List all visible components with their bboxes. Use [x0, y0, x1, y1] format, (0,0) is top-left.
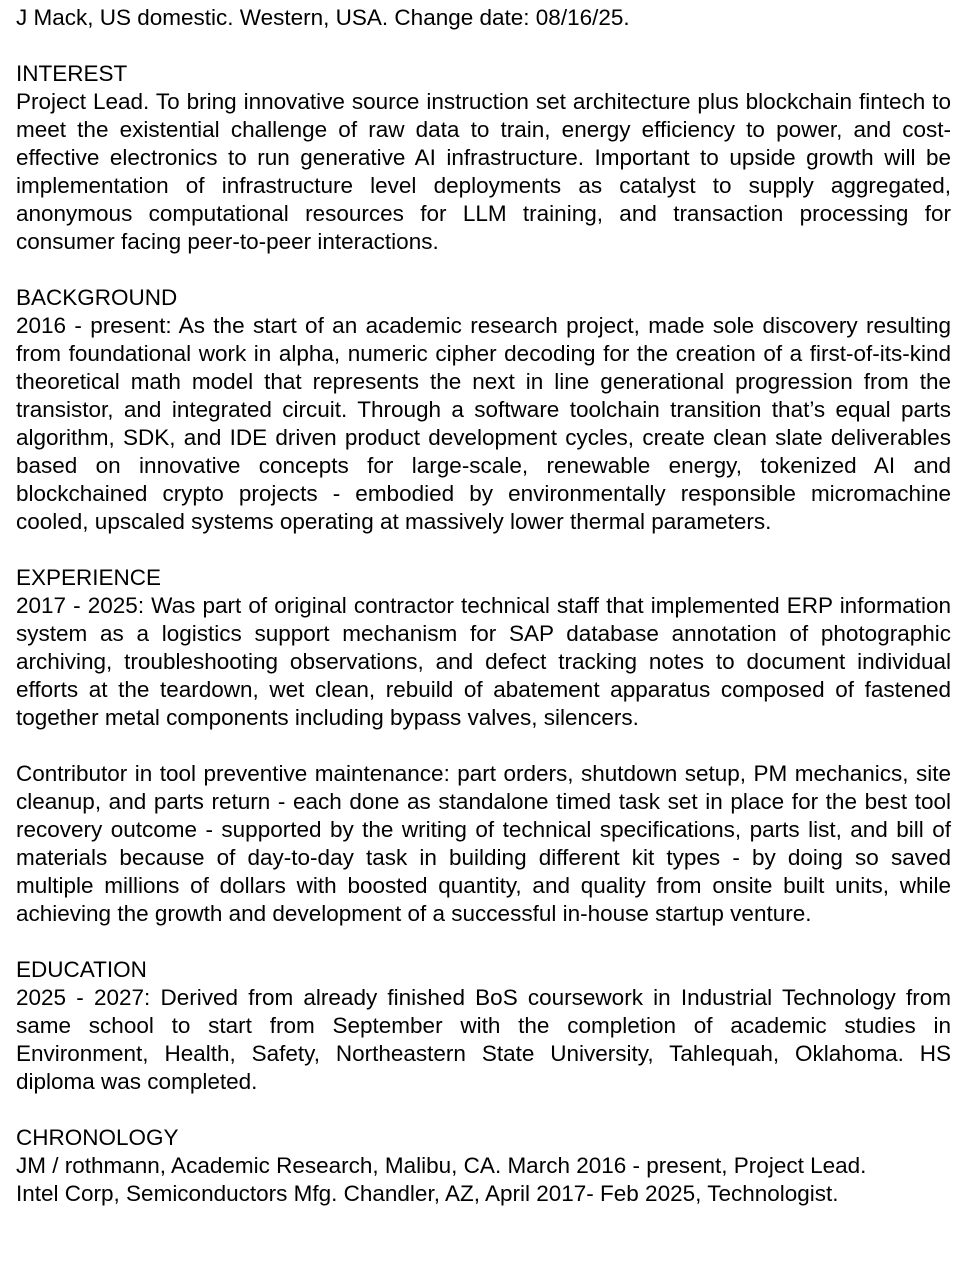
interest-heading: INTEREST	[16, 61, 128, 86]
section-chronology	[16, 1124, 951, 1208]
experience-paragraph-1: 2017 - 2025: Was part of original contractor technical staff that implemented ERP information system as a logistics support mechanism for SAP database annotation of photographic archiving, troubleshooting observations, and defect tracking notes to document individual efforts at the teardown, wet clean, rebuild of abatement apparatus composed of fastened together metal components including bypass valves, silencers.	[16, 593, 951, 730]
header-line: J Mack, US domestic. Western, USA. Change date: 08/16/25.	[16, 5, 630, 30]
experience-heading: EXPERIENCE	[16, 565, 162, 590]
experience-paragraph-2: Contributor in tool preventive maintenance: part orders, shutdown setup, PM mechanics, site cleanup, and parts return - each done as standalone timed task set in place for the best tool recovery outcome - supported by the writing of technical specifications, parts list, and bill of materials because of day-to-day task in building different kit types - by doing so saved multiple millions of dollars with boosted quantity, and quality from onsite built units, while achieving the growth and development of a successful in-house startup venture.	[16, 761, 951, 926]
education-heading: EDUCATION	[16, 957, 147, 982]
chronology-entry: Intel Corp, Semiconductors Mfg. Chandler, AZ, April 2017- Feb 2025, Technologist.	[16, 1181, 839, 1206]
section-experience	[16, 564, 951, 928]
section-interest	[16, 60, 951, 256]
section-education	[16, 956, 951, 1096]
chronology-entry: JM / rothmann, Academic Research, Malibu, CA. March 2016 - present, Project Lead.	[16, 1153, 867, 1178]
education-paragraph: 2025 - 2027: Derived from already finished BoS coursework in Industrial Technology from same school to start from September with the completion of academic studies in Environment, Health, Safety, Northeastern State University, Tahlequah, Oklahoma. HS diploma was completed.	[16, 985, 951, 1094]
chronology-heading: CHRONOLOGY	[16, 1125, 179, 1150]
resume-document	[16, 4, 951, 1208]
background-heading: BACKGROUND	[16, 285, 178, 310]
background-paragraph: 2016 - present: As the start of an academic research project, made sole discovery resulting from foundational work in alpha, numeric cipher decoding for the creation of a first-of-its-kind theoretical math model that represents the next in line generational progression from the transistor, and integrated circuit. Through a software toolchain transition that’s equal parts algorithm, SDK, and IDE driven product development cycles, create clean slate deliverables based on innovative concepts for large-scale, renewable energy, tokenized AI and blockchained crypto projects - embodied by environmentally responsible micromachine cooled, upscaled systems operating at massively lower thermal parameters.	[16, 313, 951, 534]
interest-paragraph: Project Lead. To bring innovative source instruction set architecture plus blockchain fintech to meet the existential challenge of raw data to train, energy efficiency to power, and cost-effective electronics to run generative AI infrastructure. Important to upside growth will be implementation of infrastructure level deployments as catalyst to supply aggregated, anonymous computational resources for LLM training, and transaction processing for consumer facing peer-to-peer interactions.	[16, 89, 951, 254]
section-background	[16, 284, 951, 536]
